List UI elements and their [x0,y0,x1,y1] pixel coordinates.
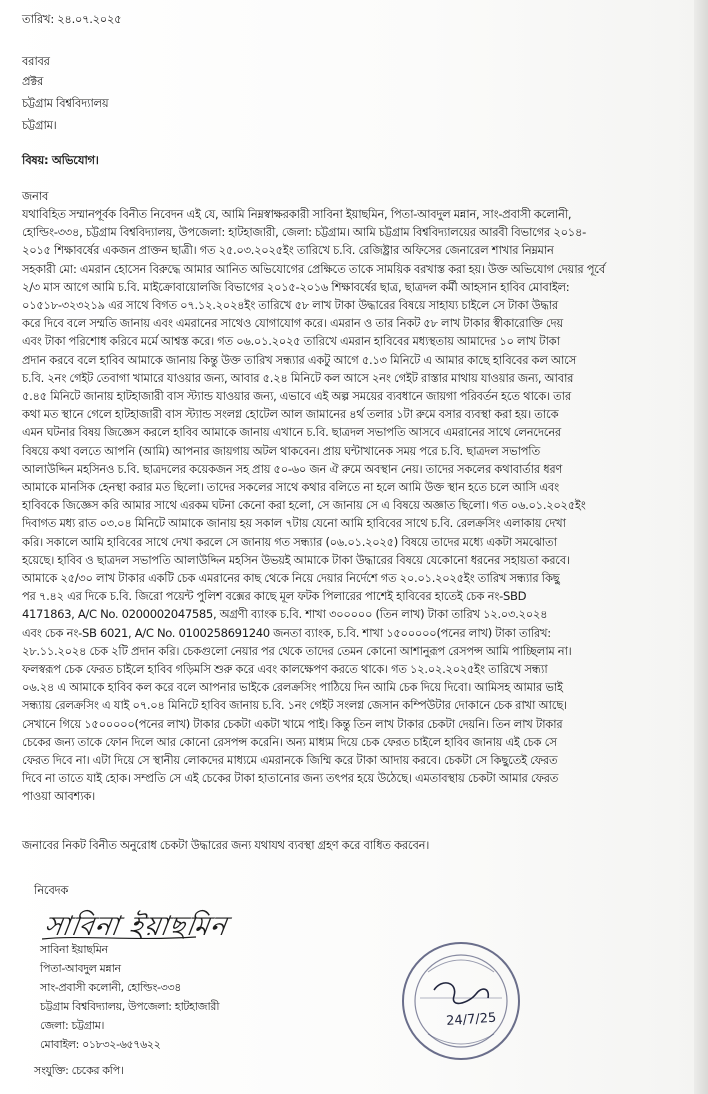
body-line: আলাউদ্দিন মহসিনও চ.বি. ছাত্রদলের কয়েকজন সহ প্রায় ৫০-৬০ জন ঐ রুমে অবস্থান নেয়। তাদের সকলের কথাবার্তার ধরণ [22,461,563,476]
body-line: কথা মত স্থানে গেলে হাটহাজারী বাস স্ট্যান্ড সংলগ্ন হোটেল আল জামানের ৪র্থ তলার ১টা রুমে বসার ব্যবস্থা করা হয়। তাকে [22,407,559,422]
body-line: হাবিবকে জিজ্ঞেস করি আমার সাথে এরকম ঘটনা কেনো করা হলো, সে জানায় সে এ বিষয়ে অজ্ঞাত ছিলো। গত ০৬.০১.২০২৫ইং [22,498,586,513]
date-line: তারিখ: ২৪.০৭.২০২৫ [22,12,122,26]
request-line: জনাবের নিকট বিনীত অনুরোধ চেকটা উদ্ধারের জন্য যথাযথ ব্যবস্থা গ্রহণ করে বাধিত করবেন। [22,838,430,852]
body-line: যথাবিহিত সম্মানপূর্বক বিনীত নিবেদন এই যে, আমি নিম্নস্বাক্ষরকারী সাবিনা ইয়াছমিন, পিতা-আবদুল মন্নান, সাং-প্রবাসী কলোনী, [22,207,572,221]
body-line: দিবে না তাতে যাই হোক। সম্প্রতি সে এই চেকের টাকা হাতানোর জন্য তৎপর হয়ে উঠেছে। এমতাবস্থায় চেকটা আমার ফেরত [22,771,559,786]
signer-district: জেলা: চট্টগ্রাম। [40,1019,105,1032]
body-line: ২৮.১১.২০২৪ চেক ২টি প্রদান করি। চেকগুলো নেয়ার পর থেকে তাদের তেমন কোনো আশানুরূপ রেসপন্স আমি পাচ্ছিলাম না। [22,643,572,658]
attachment-line: সংযুক্তি: চেকের কপি। [34,1064,124,1077]
body-line: হয়েছে। হাবিব ও ছাত্রদল সভাপতি আলাউদ্দিন মহসিন উভয়ই আমাকে টাকা উদ্ধারের বিষয়ে যেকোনো ধরনের সহায়তা করবে। [22,552,570,567]
body-line: এমন ঘটনার বিষয় জিজ্ঞেস করলে হাবিব আমাকে জানায় এখানে চ.বি. ছাত্রদল সভাপতি আসবে এমরানের সাথে লেনদেনের [22,425,561,440]
signature-underline [40,934,200,942]
body-line: চেকের জন্য তাকে ফোন দিলে আর কোনো রেসপন্স করেনি। অন্য মাধ্যম দিয়ে চেক ফেরত চাইলে হাবিব জানায় এই চেক সে [22,734,557,749]
body-line: দিবাগত মধ্য রাত ০৩.০৪ মিনিটে আমাকে জানায় হয় সকাল ৭টায় যেনো আমি হাবিবের সাথে চ.বি. রেলক্রসিং এলাকায় দেখা [22,516,566,531]
body-line: করে দিবে বলে সম্মতি জানায় এবং এমরানের সাথেও যোগাযোগ করে। এমরান ও তার নিকট ৫৮ লাখ টাকার স্বীকারোক্তি দেয় [22,316,563,331]
body-line: ২০১৫ শিক্ষাবর্ষের একজন প্রাক্তন ছাত্রী। গত ২৫.০৩.২০২৫ইং তারিখে চ.বি. রেজিষ্ট্রার অফিসের জেনারেল শাখার নিম্নমান [22,243,554,258]
body-line: সন্ধ্যায় রেলক্রসিং এ যাই ০৭.০৪ মিনিটে হাবিব জানায় চ.বি. ১নং গেইট সংলগ্ন জেসান কম্পিউটার দোকানে চেক রাখা আছে। [22,698,567,713]
salutation: জনাব [22,189,49,203]
body-line: আমাকে ২৫/৩০ লাখ টাকার একটি চেক এমরানের কাছ থেকে নিয়ে দেয়ার নির্দেশে গত ২০.০১.২০২৫ইং তারিখ সন্ধ্যার কিছু [22,571,560,585]
body-line: 4171863, A/C No. 0200002047585, অগ্রণী ব্যাংক চ.বি. শাখা ৩০০০০০ (তিন লাখ) টাকা তারিখ ১২.০৩.২০২৪ [22,607,548,622]
signer-address-2: চট্টগ্রাম বিশ্ববিদ্যালয়, উপজেলা: হাটহাজারী [40,1000,220,1013]
body-line: চ.বি. ২নং গেইট তেবাগা খামারে যাওয়ার জন্য, আবার ৫.২৪ মিনিটে কল আসে ২নং গেইট রাস্তার মাথায় যাওয়ার জন্য, আবার [22,370,574,385]
subject-line: বিষয়: অভিযোগ। [22,153,99,167]
signer-father: পিতা-আবদুল মন্নান [40,962,121,975]
body-line: বিষয়ে কথা বলতে আপনি (আমি) আপনার জায়গায় অটল থাকবেন। প্রায় ঘন্টাখানেক সময় পরে চ.বি. ছাত্রদল সভাপতি [22,443,540,458]
signer-address-1: সাং-প্রবাসী কলোনী, হোল্ডিং-৩৩৪ [40,981,182,994]
body-line: আমাকে মানসিক হেনস্থা করার মত ছিলো। তাদের সকলের সাথে কথার বলিতে না হলে আমি উক্ত স্থান হতে চলে আসি এবং [22,480,559,494]
received-stamp [398,938,524,1064]
body-line: ০৬.২৪ এ আমাকে হাবিব কল করে বলে আপনার ভাইকে রেলক্রসিং পাঠিয়ে দিন আমি চেক দিয়ে দিবো। আমিসহ আমার ভাই [22,680,563,695]
signer-mobile: মোবাইল: ০১৮৩২-৬৫৭৬২২ [40,1038,161,1051]
handwritten-signature: সাবিনা ইয়াছমিন [42,911,230,942]
recipient-designation: প্রক্টর [22,74,43,88]
body-line: পাওয়া আবশ্যক। [22,789,95,804]
recipient-to: বরাবর [22,54,50,68]
body-line: এবং টাকা পরিশোধ করিবে মর্মে আশ্বস্ত করে। গত ০৬.০১.২০২৫ তারিখে এমরান হাবিবের মধ্যস্থতায় আমাদের ১০ লাখ টাকা [22,334,560,349]
body-line: ২/৩ মাস আগে আমি চ.বি. মাইক্রোবায়োলজি বিভাগের ২০১৫-২০১৬ শিক্ষাবর্ষের ছাত্র, ছাত্রদল কর্মী আহসান হাবিব মোবাইল: [22,279,570,294]
body-line: ৫.৪৫ মিনিটে জানায় হাটহাজারী বাস স্ট্যান্ড যাওয়ার জন্য, এভাবে এই অল্প সময়ের ব্যবধানে জায়গা পরিবর্তন হতে থাকে। তার [22,389,571,403]
body-line: প্রদান করবে বলে হাবিব আমাকে জানায় কিন্তু উক্ত তারিখ সন্ধ্যার একটু আগে ৫.১৩ মিনিটে এ আমার কাছে হাবিবের কল আসে [22,352,577,367]
recipient-city: চট্টগ্রাম। [22,118,57,132]
signature-label: নিবেদক [34,883,69,897]
stamp-date: 24/7/25 [445,1010,497,1030]
body-line: ফেরত দিবে না। এটা দিয়ে সে স্থানীয় লোকদের মাধ্যমে এমরানকে জিম্মি করে টাকা আদায় করবে। চেকটা সে কিছুতেই ফেরত [22,753,558,767]
signer-name: সাবিনা ইয়াছমিন [40,943,108,956]
paper-edge-shadow [694,0,708,1094]
body-line: ০১৫১৮-৩২৩২১৯ এর সাথে বিগত ০৭.১২.২০২৪ইং তারিখে ৫৮ লাখ টাকা উদ্ধারের বিষয়ে সাহায্য চাইলে সে টাকা উদ্ধার [22,298,558,312]
body-line: ফলস্বরূপ চেক ফেরত চাইলে হাবিব গড়িমসি শুরু করে এবং কালক্ষেপণ করতে থাকে। গত ১২.০২.২০২৫ইং তারিখে সন্ধ্যা [22,662,548,676]
body-line: হোল্ডিং-৩৩৪, চট্টগ্রাম বিশ্ববিদ্যালয়, উপজেলা: হাটহাজারী, জেলা: চট্টগ্রাম। আমি চট্টগ্রাম বিশ্ববিদ্যালয়ের আরবী বিভাগের ২০১৪- [22,225,586,240]
body-line: সেখানে গিয়ে ১৫০০০০০(পনের লাখ) টাকার চেকটা একটা খামে পাই। কিন্তু তিন লাখ টাকার চেকটা দেয়নি। তিন লাখ টাকার [22,716,563,731]
recipient-institution: চট্টগ্রাম বিশ্ববিদ্যালয় [22,96,109,110]
body-line: এবং চেক নং-SB 6021, A/C No. 0100258691240 জনতা ব্যাংক, চ.বি. শাখা ১৫০০০০০(পনের লাখ) টাকা তারিখ: [22,625,551,640]
body-line: পর ৭.৪২ এর দিকে চ.বি. জিরো পয়েন্ট পুলিশ বক্সের কাছে মূল ফটক পিলারের পাশেই হাবিবের হাতেই চেক নং-SBD [22,589,527,604]
body-line: সহকারী মো: এমরান হোসেন বিরুদ্ধে আমার আনিত অভিযোগের প্রেক্ষিতে তাকে সাময়িক বরখাস্ত করা হয়। উক্ত অভিযোগ দেয়ার পূর্বে [22,261,606,276]
body-line: করি। সকালে আমি হাবিবের সাথে দেখা করলে সে জানায় গত সন্ধ্যার (০৬.০১.২০২৫) বিষয়ে তাদের মধ্যে একটা সমঝোতা [22,534,557,549]
